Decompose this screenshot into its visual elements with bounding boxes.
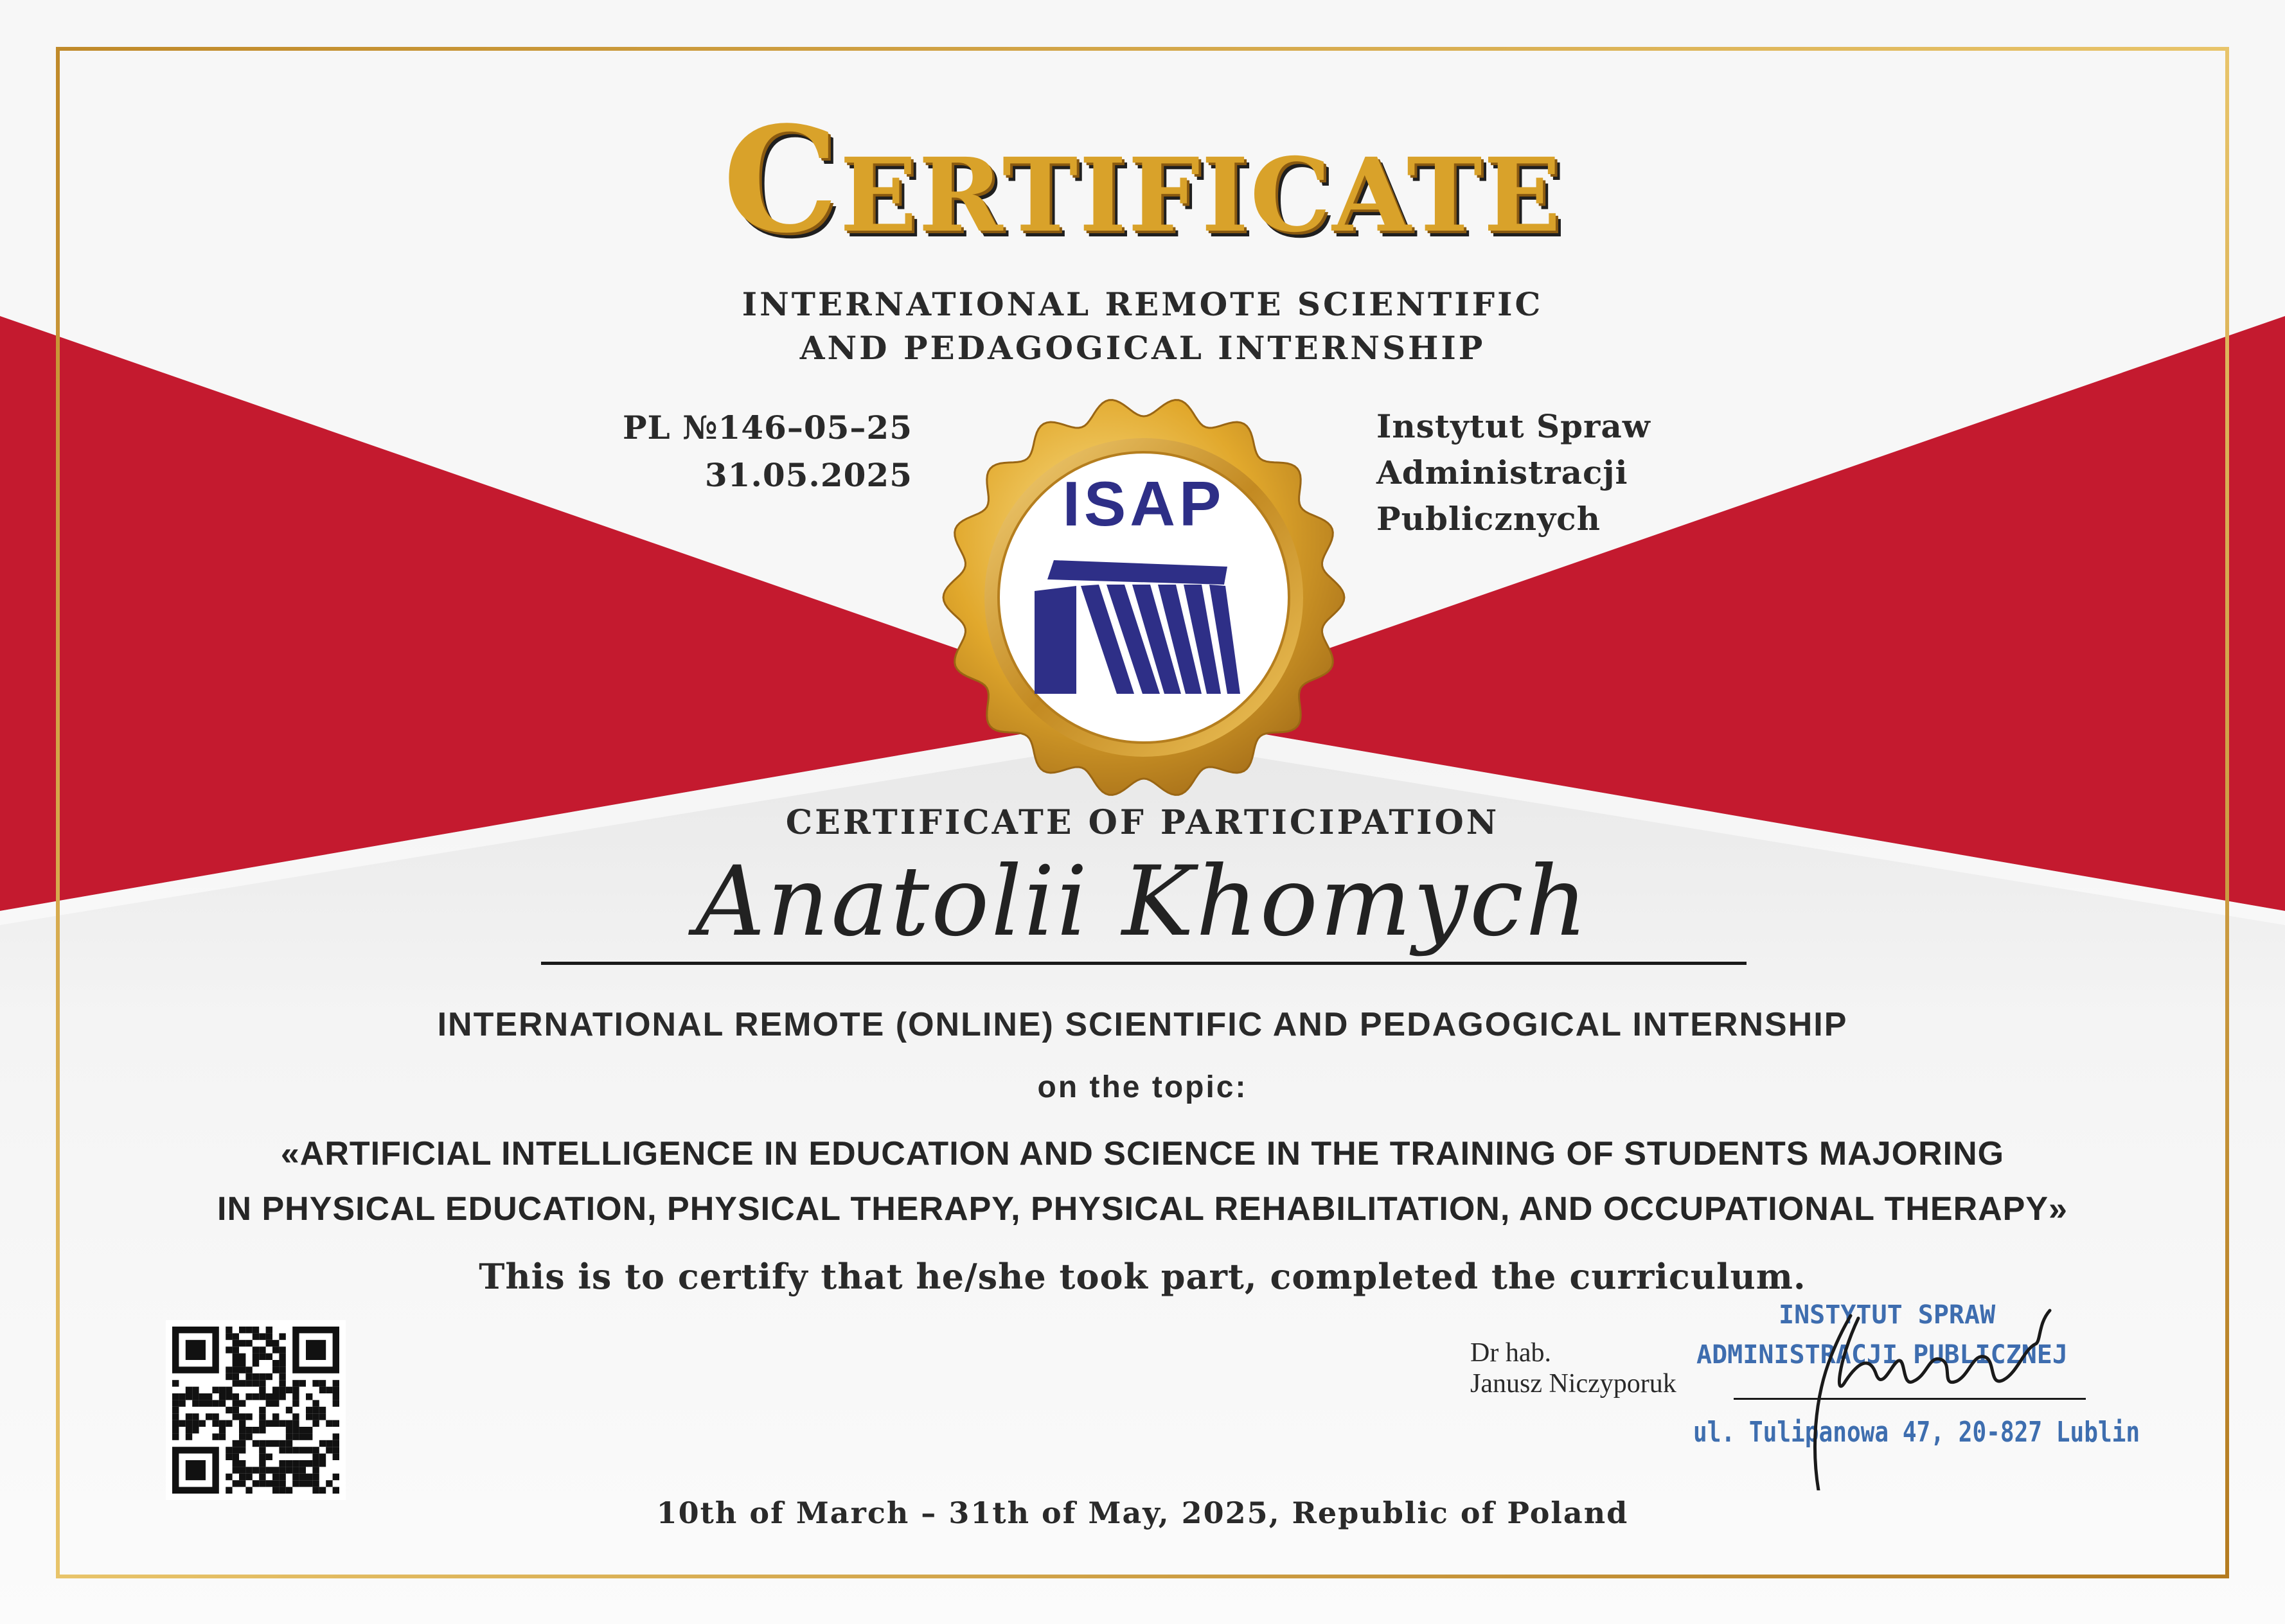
- stamp-line-3: ul. Tulipanowa 47, 20-827 Lublin: [1693, 1416, 2140, 1449]
- qr-module: [272, 1340, 279, 1346]
- qr-module: [333, 1440, 339, 1447]
- qr-module: [226, 1420, 232, 1427]
- qr-module: [299, 1380, 306, 1386]
- qr-module: [292, 1467, 299, 1473]
- qr-module: [226, 1454, 232, 1460]
- internship-title: INTERNATIONAL REMOTE (ONLINE) SCIENTIFIC AND PEDAGOGICAL INTERNSHIP: [437, 1006, 1848, 1043]
- qr-module: [226, 1487, 232, 1494]
- qr-module: [266, 1393, 272, 1400]
- certificate-title: Certificate: [722, 95, 1563, 265]
- qr-module: [259, 1346, 265, 1353]
- qr-module: [233, 1480, 239, 1487]
- qr-module: [259, 1373, 265, 1380]
- qr-module: [233, 1360, 239, 1366]
- qr-module: [186, 1387, 192, 1393]
- qr-module: [253, 1333, 259, 1339]
- qr-module: [179, 1420, 185, 1427]
- qr-module: [212, 1420, 218, 1427]
- qr-module: [239, 1400, 245, 1406]
- qr-module: [279, 1373, 285, 1380]
- qr-module: [279, 1420, 285, 1427]
- institute-line-3: Publicznych: [1376, 500, 1601, 538]
- qr-module: [233, 1440, 239, 1447]
- qr-module: [306, 1393, 312, 1400]
- qr-module: [306, 1447, 312, 1453]
- isap-logo-text: ISAP: [1062, 468, 1225, 539]
- qr-module: [226, 1373, 232, 1380]
- qr-module: [172, 1413, 179, 1420]
- qr-module: [319, 1413, 326, 1420]
- qr-module: [312, 1413, 319, 1420]
- qr-module: [219, 1427, 226, 1433]
- qr-module: [233, 1354, 239, 1360]
- qr-module: [326, 1420, 332, 1427]
- qr-module: [259, 1427, 265, 1433]
- qr-module: [292, 1393, 299, 1400]
- qr-module: [266, 1327, 272, 1333]
- qr-module: [172, 1400, 179, 1406]
- qr-module: [233, 1400, 239, 1406]
- qr-module: [306, 1413, 312, 1420]
- qr-module: [312, 1467, 319, 1473]
- qr-finder-pattern: [186, 1340, 206, 1360]
- qr-module: [199, 1420, 206, 1427]
- qr-module: [179, 1400, 185, 1406]
- qr-module: [286, 1407, 292, 1413]
- qr-module: [272, 1393, 279, 1400]
- qr-module: [259, 1474, 265, 1480]
- qr-module: [299, 1474, 306, 1480]
- qr-module: [292, 1400, 299, 1406]
- qr-module: [239, 1474, 245, 1480]
- qr-module: [319, 1487, 326, 1494]
- qr-module: [286, 1433, 292, 1440]
- qr-module: [266, 1454, 272, 1460]
- qr-module: [239, 1467, 245, 1473]
- qr-module: [333, 1474, 339, 1480]
- qr-module: [259, 1387, 265, 1393]
- qr-module: [306, 1427, 312, 1433]
- certificate-subtitle: [0, 283, 2285, 370]
- qr-module: [306, 1433, 312, 1440]
- qr-module: [272, 1467, 279, 1473]
- qr-module: [266, 1333, 272, 1339]
- topic-line-2: IN PHYSICAL EDUCATION, PHYSICAL THERAPY, PHYSICAL REHABILITATION, AND OCCUPATIONAL THERAPY»: [217, 1190, 2068, 1228]
- isap-seal: [938, 392, 1349, 803]
- qr-module: [319, 1460, 326, 1467]
- qr-module: [239, 1380, 245, 1386]
- qr-module: [299, 1433, 306, 1440]
- qr-module: [306, 1474, 312, 1480]
- qr-module: [312, 1407, 319, 1413]
- certification-statement: This is to certify that he/she took part, completed the curriculum.: [479, 1256, 1806, 1297]
- qr-module: [233, 1366, 239, 1373]
- qr-module: [266, 1354, 272, 1360]
- qr-module: [312, 1454, 319, 1460]
- signer-name: Janusz Niczyporuk: [1470, 1369, 1676, 1399]
- qr-module: [239, 1340, 245, 1346]
- qr-module: [279, 1360, 285, 1366]
- qr-module: [272, 1360, 279, 1366]
- qr-module: [245, 1393, 252, 1400]
- qr-module: [172, 1420, 179, 1427]
- qr-module: [299, 1427, 306, 1433]
- qr-code: [166, 1320, 346, 1500]
- qr-module: [259, 1467, 265, 1473]
- qr-module: [245, 1413, 252, 1420]
- qr-module: [199, 1393, 206, 1400]
- qr-module: [326, 1440, 332, 1447]
- qr-module: [286, 1387, 292, 1393]
- qr-module: [333, 1454, 339, 1460]
- qr-module: [292, 1380, 299, 1386]
- qr-module: [266, 1400, 272, 1406]
- qr-module: [286, 1447, 292, 1453]
- qr-module: [266, 1440, 272, 1447]
- qr-module: [299, 1467, 306, 1473]
- qr-module: [206, 1393, 212, 1400]
- qr-module: [279, 1440, 285, 1447]
- qr-module: [212, 1413, 218, 1420]
- qr-module: [219, 1420, 226, 1427]
- qr-module: [239, 1440, 245, 1447]
- qr-module: [292, 1474, 299, 1480]
- qr-module: [233, 1380, 239, 1386]
- qr-module: [219, 1400, 226, 1406]
- qr-module: [192, 1387, 199, 1393]
- qr-module: [259, 1393, 265, 1400]
- footer-dates: 10th of March – 31th of May, 2025, Republic of Poland: [656, 1496, 1629, 1530]
- qr-module: [326, 1480, 332, 1487]
- qr-module: [253, 1467, 259, 1473]
- qr-module: [312, 1400, 319, 1406]
- qr-module: [306, 1480, 312, 1487]
- qr-module: [312, 1460, 319, 1467]
- qr-module: [253, 1440, 259, 1447]
- qr-module: [253, 1393, 259, 1400]
- stamp-line-2: ADMINISTRACJI PUBLICZNEJ: [1696, 1340, 2068, 1370]
- qr-module: [266, 1467, 272, 1473]
- qr-module: [259, 1333, 265, 1339]
- qr-module: [286, 1427, 292, 1433]
- qr-module: [253, 1346, 259, 1353]
- qr-module: [245, 1487, 252, 1494]
- qr-module: [192, 1413, 199, 1420]
- qr-module: [279, 1380, 285, 1386]
- qr-module: [206, 1413, 212, 1420]
- qr-module: [292, 1447, 299, 1453]
- qr-module: [239, 1433, 245, 1440]
- qr-module: [319, 1407, 326, 1413]
- name-underline: [541, 962, 1747, 965]
- handwritten-signature: [1606, 1285, 2159, 1490]
- qr-module: [306, 1407, 312, 1413]
- qr-module: [186, 1427, 192, 1433]
- qr-module: [219, 1387, 226, 1393]
- qr-module: [253, 1373, 259, 1380]
- qr-module: [299, 1460, 306, 1467]
- qr-module: [286, 1467, 292, 1473]
- signature-line: [1734, 1398, 2086, 1400]
- qr-module: [199, 1400, 206, 1406]
- qr-module: [233, 1373, 239, 1380]
- qr-module: [219, 1433, 226, 1440]
- institute-line-1: Instytut Spraw: [1376, 407, 1651, 445]
- qr-module: [239, 1360, 245, 1366]
- qr-module: [245, 1340, 252, 1346]
- qr-module: [266, 1373, 272, 1380]
- qr-module: [292, 1387, 299, 1393]
- qr-module: [259, 1413, 265, 1420]
- qr-module: [312, 1480, 319, 1487]
- qr-module: [319, 1454, 326, 1460]
- qr-module: [279, 1346, 285, 1353]
- qr-module: [292, 1480, 299, 1487]
- qr-module: [259, 1420, 265, 1427]
- qr-module: [292, 1427, 299, 1433]
- qr-module: [253, 1354, 259, 1360]
- qr-module: [233, 1407, 239, 1413]
- qr-module: [312, 1380, 319, 1386]
- qr-finder-pattern: [186, 1460, 206, 1480]
- qr-module: [333, 1447, 339, 1453]
- qr-module: [226, 1393, 232, 1400]
- qr-module: [333, 1400, 339, 1406]
- qr-module: [233, 1333, 239, 1339]
- qr-module: [279, 1447, 285, 1453]
- qr-module: [239, 1460, 245, 1467]
- qr-module: [226, 1366, 232, 1373]
- qr-module: [272, 1400, 279, 1406]
- qr-module: [212, 1387, 218, 1393]
- qr-module: [299, 1447, 306, 1453]
- signer-title: Dr hab.: [1470, 1338, 1551, 1368]
- qr-module: [226, 1387, 232, 1393]
- qr-module: [312, 1420, 319, 1427]
- qr-module: [186, 1393, 192, 1400]
- qr-module: [233, 1460, 239, 1467]
- qr-module: [319, 1380, 326, 1386]
- qr-module: [326, 1387, 332, 1393]
- qr-module: [272, 1387, 279, 1393]
- qr-module: [286, 1460, 292, 1467]
- qr-module: [312, 1447, 319, 1453]
- qr-module: [239, 1413, 245, 1420]
- qr-module: [253, 1380, 259, 1386]
- qr-module: [226, 1327, 232, 1333]
- qr-module: [245, 1427, 252, 1433]
- qr-module: [233, 1413, 239, 1420]
- qr-module: [266, 1340, 272, 1346]
- qr-module: [333, 1433, 339, 1440]
- qr-module: [245, 1327, 252, 1333]
- qr-module: [266, 1480, 272, 1487]
- qr-module: [333, 1487, 339, 1494]
- qr-module: [319, 1440, 326, 1447]
- qr-module: [186, 1433, 192, 1440]
- institute-name: [1376, 403, 1826, 542]
- qr-module: [272, 1480, 279, 1487]
- qr-module: [266, 1420, 272, 1427]
- institute-stamp: [1606, 1285, 2159, 1490]
- qr-module: [172, 1407, 179, 1413]
- qr-module: [279, 1333, 285, 1339]
- institute-line-2: Administracji: [1376, 454, 1628, 491]
- qr-module: [253, 1327, 259, 1333]
- qr-module: [286, 1420, 292, 1427]
- qr-module: [219, 1393, 226, 1400]
- qr-finder-pattern: [306, 1340, 326, 1360]
- qr-module: [245, 1433, 252, 1440]
- qr-module: [206, 1400, 212, 1406]
- qr-module: [172, 1393, 179, 1400]
- qr-module: [233, 1467, 239, 1473]
- qr-module: [233, 1447, 239, 1453]
- qr-module: [272, 1487, 279, 1494]
- qr-module: [333, 1380, 339, 1386]
- qr-module: [233, 1393, 239, 1400]
- qr-module: [272, 1474, 279, 1480]
- qr-module: [319, 1387, 326, 1393]
- qr-module: [226, 1333, 232, 1339]
- qr-module: [259, 1380, 265, 1386]
- participation-heading: CERTIFICATE OF PARTICIPATION: [785, 803, 1500, 842]
- qr-module: [239, 1354, 245, 1360]
- qr-module: [192, 1420, 199, 1427]
- topic-line-1: «ARTIFICIAL INTELLIGENCE IN EDUCATION AND SCIENCE IN THE TRAINING OF STUDENTS MAJORING: [280, 1135, 2005, 1172]
- qr-module: [259, 1460, 265, 1467]
- qr-module: [186, 1420, 192, 1427]
- qr-module: [259, 1447, 265, 1453]
- qr-module: [226, 1407, 232, 1413]
- qr-module: [272, 1440, 279, 1447]
- qr-module: [233, 1346, 239, 1353]
- qr-module: [172, 1380, 179, 1386]
- qr-module: [292, 1433, 299, 1440]
- qr-module: [279, 1460, 285, 1467]
- qr-module: [192, 1400, 199, 1406]
- qr-module: [306, 1460, 312, 1467]
- qr-module: [279, 1393, 285, 1400]
- qr-module: [226, 1474, 232, 1480]
- qr-module: [239, 1420, 245, 1427]
- qr-module: [239, 1366, 245, 1373]
- qr-module: [259, 1407, 265, 1413]
- qr-module: [212, 1400, 218, 1406]
- qr-module: [312, 1474, 319, 1480]
- qr-module: [226, 1447, 232, 1453]
- qr-module: [279, 1366, 285, 1373]
- qr-module: [279, 1474, 285, 1480]
- qr-module: [292, 1460, 299, 1467]
- qr-module: [279, 1480, 285, 1487]
- qr-module: [326, 1447, 332, 1453]
- qr-module: [286, 1440, 292, 1447]
- recipient-name: Anatolii Khomych: [695, 846, 1590, 958]
- qr-module: [226, 1346, 232, 1353]
- qr-module: [172, 1427, 179, 1433]
- qr-module: [292, 1413, 299, 1420]
- qr-module: [333, 1420, 339, 1427]
- qr-module: [239, 1327, 245, 1333]
- qr-module: [172, 1433, 179, 1440]
- subtitle-line-1: INTERNATIONAL REMOTE SCIENTIFIC: [742, 285, 1543, 323]
- qr-module: [279, 1387, 285, 1393]
- qr-module: [272, 1420, 279, 1427]
- qr-module: [186, 1413, 192, 1420]
- qr-module: [245, 1373, 252, 1380]
- qr-module: [286, 1487, 292, 1494]
- qr-module: [245, 1366, 252, 1373]
- qr-module: [253, 1360, 259, 1366]
- qr-module: [233, 1340, 239, 1346]
- stamp-line-1: INSTYTUT SPRAW: [1779, 1300, 1996, 1330]
- qr-module: [259, 1454, 265, 1460]
- certificate-number: PL №146–05–25: [622, 409, 912, 446]
- qr-module: [312, 1487, 319, 1494]
- qr-module: [292, 1420, 299, 1427]
- certificate-date: 31.05.2025: [704, 456, 912, 494]
- qr-module: [233, 1454, 239, 1460]
- qr-module: [239, 1447, 245, 1453]
- qr-module: [299, 1480, 306, 1487]
- qr-module: [245, 1474, 252, 1480]
- qr-module: [279, 1354, 285, 1360]
- qr-module: [239, 1480, 245, 1487]
- qr-module: [192, 1393, 199, 1400]
- topic-label: on the topic:: [1037, 1070, 1248, 1104]
- qr-module: [279, 1487, 285, 1494]
- qr-module: [245, 1380, 252, 1386]
- qr-module: [259, 1440, 265, 1447]
- qr-module: [333, 1387, 339, 1393]
- qr-module: [239, 1427, 245, 1433]
- qr-module: [179, 1393, 185, 1400]
- qr-module: [192, 1427, 199, 1433]
- qr-module: [272, 1366, 279, 1373]
- subtitle-line-2: AND PEDAGOGICAL INTERNSHIP: [799, 329, 1486, 367]
- qr-module: [279, 1467, 285, 1473]
- qr-module: [259, 1354, 265, 1360]
- qr-module: [272, 1413, 279, 1420]
- qr-module: [253, 1427, 259, 1433]
- qr-module: [333, 1393, 339, 1400]
- qr-module: [245, 1467, 252, 1473]
- qr-module: [259, 1480, 265, 1487]
- qr-module: [253, 1480, 259, 1487]
- qr-module: [272, 1346, 279, 1353]
- qr-module: [212, 1433, 218, 1440]
